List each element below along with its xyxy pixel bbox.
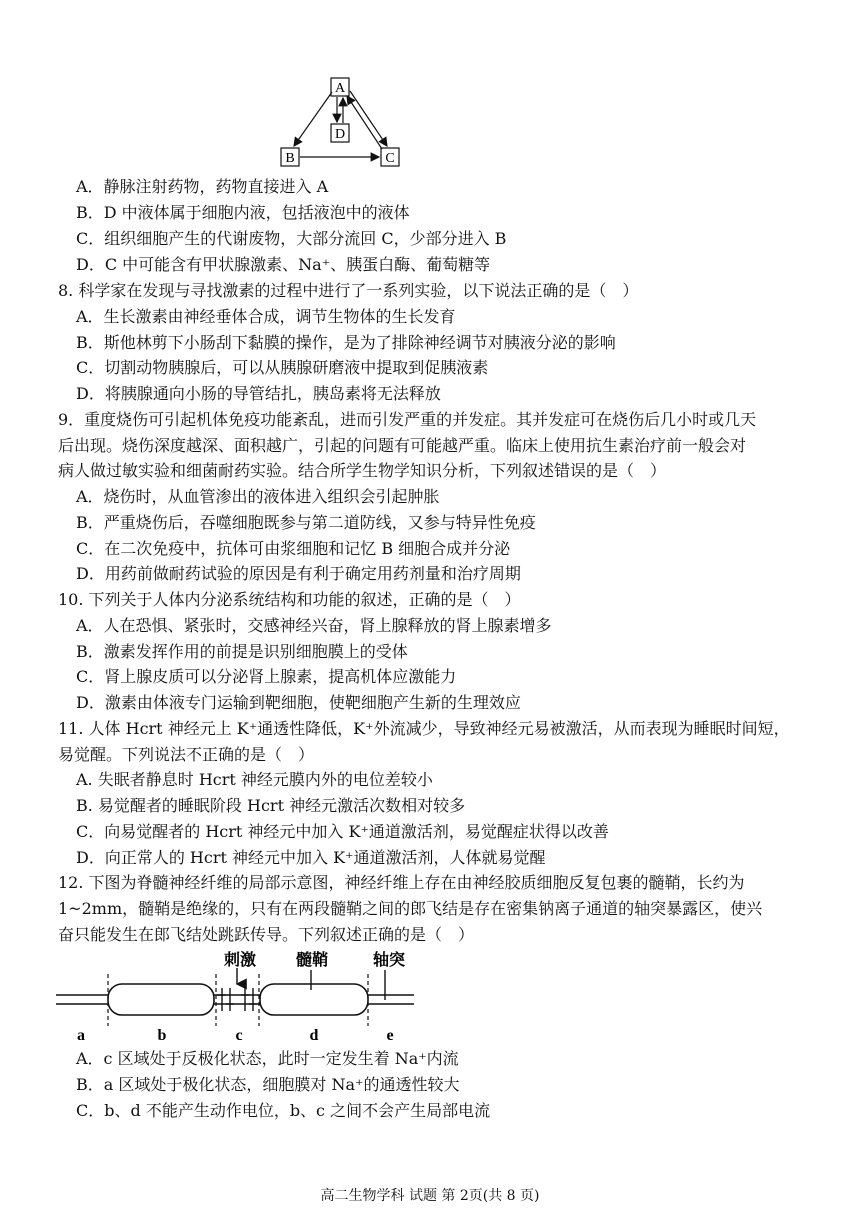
segment-a: a	[77, 1027, 85, 1044]
segment-d: d	[309, 1027, 319, 1044]
q7-option-b: B．D 中液体属于细胞内液，包括液泡中的液体	[76, 203, 410, 222]
q11-option-c: C．向易觉醒者的 Hcrt 神经元中加入 K⁺通道激活剂，易觉醒症状得以改善	[76, 822, 609, 841]
q9-stem-line-3: 病人做过敏实验和细菌耐药实验。结合所学生物学知识分析，下列叙述错误的是（ ）	[58, 461, 667, 480]
q12-stem-line-2: 1~2mm，髓鞘是绝缘的，只有在两段髓鞘之间的郎飞结是存在密集钠离子通道的轴突暴露区，使兴	[58, 899, 763, 918]
q8-option-c: C．切割动物胰腺后，可以从胰腺研磨液中提取到促胰液素	[76, 358, 489, 377]
myelin-sheath-d	[260, 984, 368, 1015]
q11-option-a: A. 失眠者静息时 Hcrt 神经元膜内外的电位差较小	[76, 770, 433, 789]
q10-option-c: C．肾上腺皮质可以分泌肾上腺素，提高机体应激能力	[76, 667, 457, 686]
label-axon: 轴突	[372, 950, 406, 969]
q11-option-b: B. 易觉醒者的睡眠阶段 Hcrt 神经元激活次数相对较多	[76, 796, 466, 815]
q9-option-a: A．烧伤时，从血管渗出的液体进入组织会引起肿胀	[76, 487, 440, 506]
q7-option-c: C．组织细胞产生的代谢废物，大部分流回 C，少部分进入 B	[76, 229, 507, 248]
myelin-sheath-b	[108, 984, 214, 1015]
q11-option-d: D．向正常人的 Hcrt 神经元中加入 K⁺通道激活剂，人体就易觉醒	[76, 848, 546, 867]
q12-stem-line-1: 12. 下图为脊髓神经纤维的局部示意图，神经纤维上存在由神经胶质细胞反复包裹的髓鞘，长约为	[58, 873, 745, 892]
q11-stem-line-2: 易觉醒。下列说法不正确的是（ ）	[58, 745, 315, 764]
q12-stem-line-3: 奋只能发生在郎飞结处跳跃传导。下列叙述正确的是（ ）	[58, 925, 475, 944]
q9-option-d: D．用药前做耐药试验的原因是有利于确定用药剂量和治疗周期	[76, 564, 521, 583]
q8-option-d: D．将胰腺通向小肠的导管结扎，胰岛素将无法释放	[76, 384, 441, 403]
q9-stem-line-1: 9．重度烧伤可引起机体免疫功能紊乱，进而引发严重的并发症。其并发症可在烧伤后几小时或几天	[58, 410, 757, 429]
q8-option-a: A．生长激素由神经垂体合成，调节生物体的生长发育	[76, 307, 456, 326]
q9-option-b: B．严重烧伤后，吞噬细胞既参与第二道防线，又参与特异性免疫	[76, 513, 536, 532]
box-label-d: D	[334, 127, 346, 142]
q9-stem-line-2: 后出现。烧伤深度越深、面积越广，引起的问题有可能越严重。临床上使用抗生素治疗前一般会对	[58, 436, 747, 455]
q12-option-a: A．c 区域处于反极化状态，此时一定发生着 Na⁺内流	[76, 1049, 459, 1068]
q10-stem: 10. 下列关于人体内分泌系统结构和功能的叙述，正确的是（ ）	[58, 590, 521, 609]
q8-stem: 8. 科学家在发现与寻找激素的过程中进行了一系列实验，以下说法正确的是（ ）	[58, 281, 639, 300]
q10-option-d: D．激素由体液专门运输到靶细胞，使靶细胞产生新的生理效应	[76, 693, 521, 712]
q9-option-c: C．在二次免疫中，抗体可由浆细胞和记忆 B 细胞合成并分泌	[76, 539, 511, 558]
q10-option-a: A．人在恐惧、紧张时，交感神经兴奋，肾上腺释放的肾上腺素增多	[76, 616, 552, 635]
q7-option-a: A．静脉注射药物，药物直接进入 A	[76, 177, 329, 196]
segment-e: e	[386, 1027, 394, 1044]
q7-option-d: D．C 中可能含有甲状腺激素、Na⁺、胰蛋白酶、葡萄糖等	[76, 255, 491, 274]
segment-b: b	[157, 1027, 167, 1044]
box-label-c: C	[385, 151, 395, 166]
q8-option-b: B．斯他林剪下小肠刮下黏膜的操作，是为了排除神经调节对胰液分泌的影响	[76, 333, 616, 352]
q12-option-c: C．b、d 不能产生动作电位，b、c 之间不会产生局部电流	[76, 1101, 491, 1120]
page-footer: 高二生物学科 试题 第 2页(共 8 页)	[320, 1188, 540, 1204]
box-label-b: B	[285, 151, 295, 166]
q10-option-b: B．激素发挥作用的前提是识别细胞膜上的受体	[76, 642, 408, 661]
q11-stem-line-1: 11. 人体 Hcrt 神经元上 K⁺通透性降低，K⁺外流减少，导致神经元易被激活，从而表现为睡眠时间短，	[58, 719, 790, 738]
fluid-relationship-diagram	[270, 72, 410, 172]
q12-option-b: B．a 区域处于极化状态，细胞膜对 Na⁺的通透性较大	[76, 1075, 460, 1094]
sodium-channels	[218, 988, 257, 1011]
label-myelin: 髓鞘	[295, 950, 329, 969]
nerve-fiber-diagram	[50, 950, 420, 1046]
label-stimulus: 刺激	[223, 950, 257, 969]
box-label-a: A	[334, 81, 346, 96]
segment-c: c	[235, 1027, 243, 1044]
